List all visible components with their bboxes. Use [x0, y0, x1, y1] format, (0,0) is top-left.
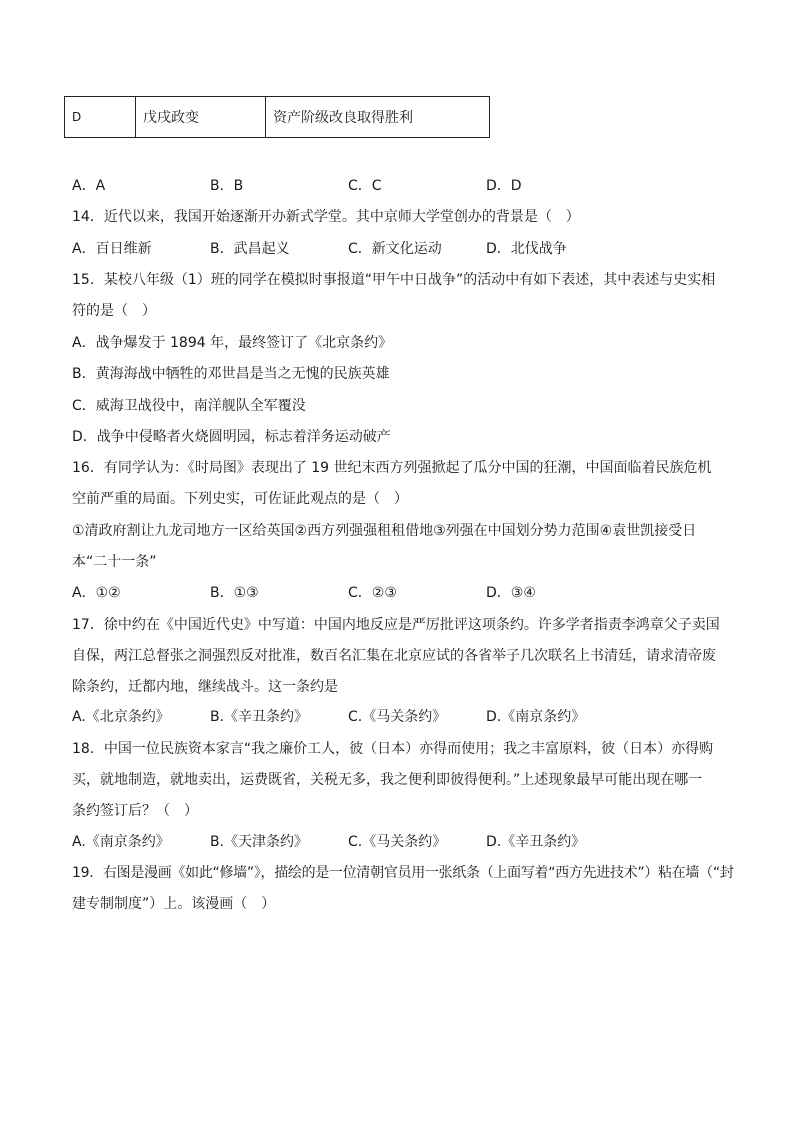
q18-option-d[interactable]: D.《辛丑条约》 — [486, 834, 586, 850]
q17-line3: 除条约，迁都内地，继续战斗。这一条约是 — [72, 679, 338, 695]
q15-option-d[interactable]: D．战争中侵略者火烧圆明园，标志着洋务运动破产 — [72, 429, 391, 445]
q17-option-c[interactable]: C.《马关条约》 — [348, 709, 447, 725]
q19-line2: 建专制制度”）上。该漫画（ ） — [72, 896, 276, 912]
q16-option-d[interactable]: D．③④ — [486, 585, 536, 601]
q15-stem-line2: 符的是（ ） — [72, 303, 156, 319]
q17-line2: 自保，两江总督张之洞强烈反对批准，数百名汇集在北京应试的各省举子几次联名上书清廷，请求清帝废 — [72, 648, 716, 664]
q16-items-line1: ①清政府割让九龙司地方一区给英国②西方列强强租租借地③列强在中国划分势力范围④袁世凯接受日 — [72, 523, 697, 539]
q16-option-b[interactable]: B．①③ — [210, 585, 259, 601]
q14-option-b[interactable]: B．武昌起义 — [210, 241, 290, 257]
q13-option-b[interactable]: B．B — [210, 178, 244, 194]
q15-option-a[interactable]: A．战争爆发于 1894 年，最终签订了《北京条约》 — [72, 335, 393, 351]
q16-option-c[interactable]: C．②③ — [348, 585, 397, 601]
q15-option-c[interactable]: C．威海卫战役中，南洋舰队全军覆没 — [72, 398, 306, 414]
q16-items-line2: 本“二十一条” — [72, 554, 157, 570]
q18-line1: 18．中国一位民族资本家言“我之廉价工人，彼（日本）亦得而使用；我之丰富原料，彼（日本）亦得购 — [72, 741, 714, 757]
q18-option-b[interactable]: B.《天津条约》 — [210, 834, 309, 850]
q17-line1: 17．徐中约在《中国近代史》中写道：中国内地反应是严厉批评这项条约。许多学者指责李鸿章父子卖国 — [72, 617, 720, 633]
options-table — [64, 96, 490, 138]
q14-option-d[interactable]: D．北伐战争 — [486, 241, 567, 257]
table-row — [65, 97, 490, 138]
q16-option-a[interactable]: A．①② — [72, 585, 121, 601]
q17-option-a[interactable]: A.《北京条约》 — [72, 709, 170, 725]
q15-stem-line1: 15．某校八年级（1）班的同学在模拟时事报道“甲午中日战争”的活动中有如下表述，其中表述与史实相 — [72, 272, 716, 288]
q16-stem-line2: 空前严重的局面。下列史实，可佐证此观点的是（ ） — [72, 491, 408, 507]
q13-option-d[interactable]: D．D — [486, 178, 522, 194]
table-cell-label: D — [65, 97, 136, 138]
q18-option-a[interactable]: A.《南京条约》 — [72, 834, 170, 850]
q17-option-d[interactable]: D.《南京条约》 — [486, 709, 586, 725]
q19-line1: 19．右图是漫画《如此“修墙”》，描绘的是一位清朝官员用一张纸条（上面写着“西方先进技术”）粘在墙（“封 — [72, 865, 734, 881]
table-cell-event: 戊戌政变 — [136, 97, 266, 138]
table-cell-result: 资产阶级改良取得胜利 — [266, 97, 490, 138]
q14-option-a[interactable]: A．百日维新 — [72, 241, 152, 257]
q15-option-b[interactable]: B．黄海海战中牺牲的邓世昌是当之无愧的民族英雄 — [72, 366, 390, 382]
q18-option-c[interactable]: C.《马关条约》 — [348, 834, 447, 850]
q14-option-c[interactable]: C．新文化运动 — [348, 241, 442, 257]
q18-line2: 买，就地制造，就地卖出，运费既省，关税无多，我之便利即彼得便利。”上述现象最早可能出现在哪一 — [72, 772, 703, 788]
q17-option-b[interactable]: B.《辛丑条约》 — [210, 709, 309, 725]
q16-stem-line1: 16．有同学认为：《时局图》表现出了 19 世纪末西方列强掀起了瓜分中国的狂潮，中国面临着民族危机 — [72, 460, 712, 476]
q18-line3: 条约签订后？（ ） — [72, 803, 198, 819]
q13-option-c[interactable]: C．C — [348, 178, 382, 194]
q14-stem: 14．近代以来，我国开始逐渐开办新式学堂。其中京师大学堂创办的背景是（ ） — [72, 209, 580, 225]
q13-option-a[interactable]: A．A — [72, 178, 106, 194]
